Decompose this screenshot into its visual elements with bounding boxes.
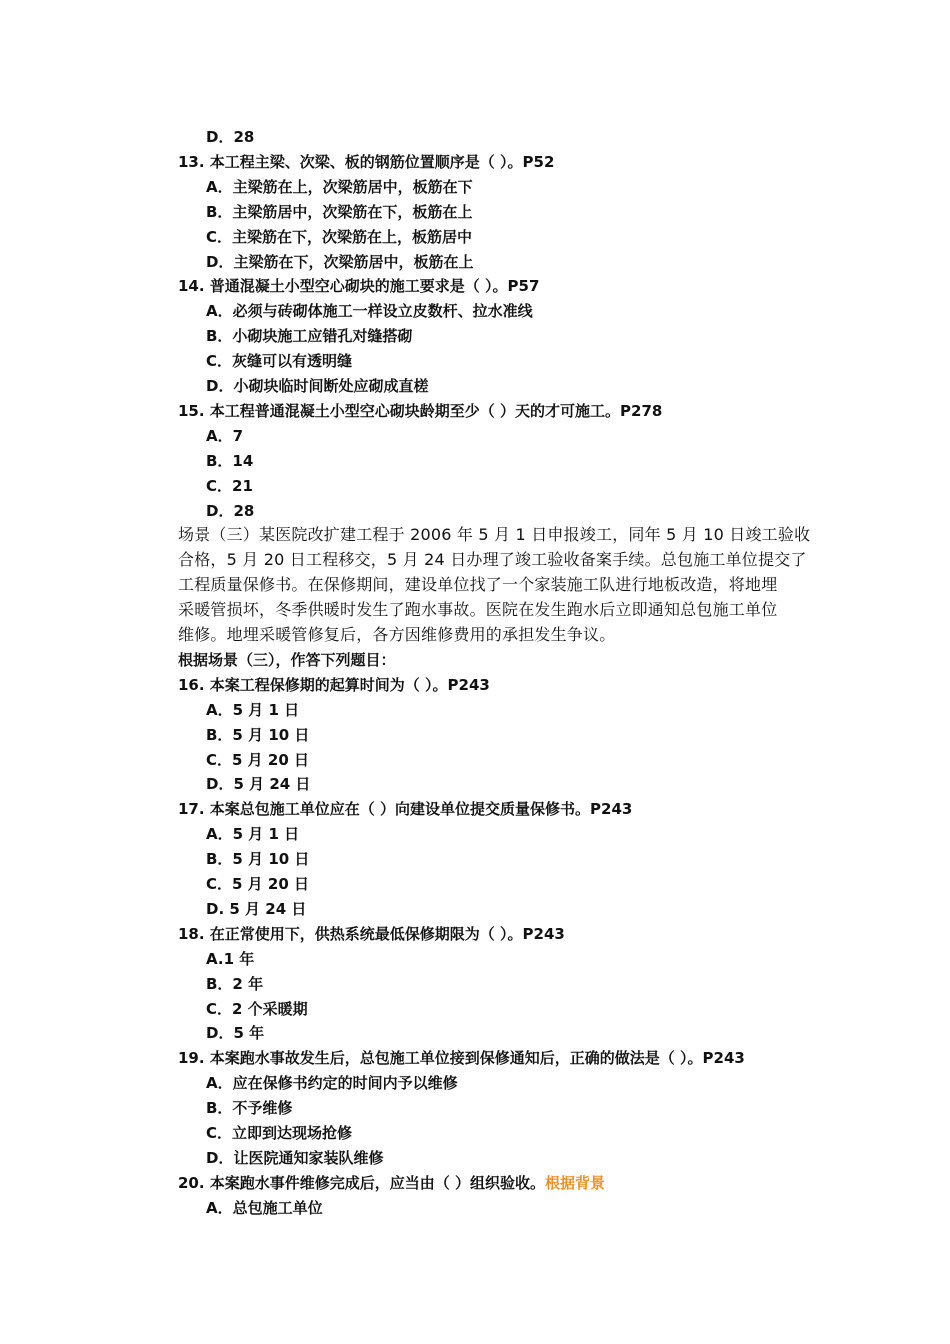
answer-option [206, 1146, 383, 1171]
scenario-text [178, 573, 777, 598]
line-text: A．5 月 1 日 [206, 825, 300, 844]
question-text [178, 150, 554, 175]
line-text: D．小砌块临时间断处应砌成直槎 [206, 377, 429, 395]
line-text: 14. 普通混凝土小型空心砌块的施工要求是（ ）。P57 [178, 277, 540, 296]
line-text: D．5 年 [206, 1024, 265, 1043]
answer-option [206, 822, 299, 847]
answer-option [206, 723, 309, 748]
line-text: 17. 本案总包施工单位应在（ ）向建设单位提交质量保修书。P243 [178, 800, 633, 819]
line-text: C．主梁筋在下，次梁筋在上，板筋居中 [206, 227, 473, 246]
answer-option [206, 847, 309, 872]
question-text [178, 1046, 745, 1071]
line-text: 15. 本工程普通混凝土小型空心砌块龄期至少（ ）天的才可施工。P278 [178, 401, 663, 420]
line-text: C．灰缝可以有透明缝 [206, 352, 353, 371]
answer-option [206, 250, 473, 275]
reference-note: 根据背景 [545, 1173, 606, 1192]
line-text: B．5 月 10 日 [206, 850, 310, 869]
answer-option [206, 449, 253, 474]
question-text [178, 797, 632, 822]
scenario-text [178, 623, 615, 648]
question-text [178, 274, 539, 299]
line-text: C．21 [206, 476, 253, 495]
line-text: 20. 本案跑水事件维修完成后，应当由（ ）组织验收。 [178, 1173, 546, 1192]
question-text [178, 399, 662, 424]
answer-option [206, 698, 299, 723]
line-text: 根据场景（三），作答下列题目： [178, 650, 396, 669]
answer-option [206, 299, 533, 324]
answer-option [206, 1121, 352, 1146]
answer-option [206, 1021, 264, 1046]
line-text: 采暖管损坏，冬季供暖时发生了跑水事故。医院在发生跑水后立即通知总包施工单位 [178, 600, 778, 620]
line-text: B．不予维修 [206, 1099, 293, 1118]
line-text: 场景（三）某医院改扩建工程于 2006 年 5 月 1 日申报竣工，同年 5 月 10 日竣工验收 [178, 525, 811, 545]
scenario-text [178, 548, 807, 573]
scenario-text [178, 523, 810, 548]
answer-option [206, 947, 254, 972]
line-text: C．5 月 20 日 [206, 750, 309, 769]
line-text: A．7 [206, 426, 244, 445]
line-text: B．14 [206, 451, 254, 470]
answer-option [206, 200, 472, 225]
answer-option [206, 324, 412, 349]
line-text: D．让医院通知家装队维修 [206, 1148, 384, 1167]
line-text: B．主梁筋居中，次梁筋在下，板筋在上 [206, 202, 473, 221]
answer-option [206, 1196, 323, 1221]
line-text: D．主梁筋在下，次梁筋居中，板筋在上 [206, 252, 474, 271]
question-text [178, 922, 565, 947]
answer-option [206, 225, 472, 250]
line-text: 维修。地埋采暖管修复后，各方因维修费用的承担发生争议。 [178, 625, 616, 644]
answer-option [206, 499, 254, 524]
line-text: 16. 本案工程保修期的起算时间为（ ）。P243 [178, 675, 490, 694]
line-text: 工程质量保修书。在保修期间，建设单位找了一个家装施工队进行地板改造，将地埋 [178, 575, 778, 595]
answer-option [206, 997, 308, 1022]
line-text: C．5 月 20 日 [206, 875, 309, 893]
line-text: B．5 月 10 日 [206, 725, 310, 744]
line-text: 18. 在正常使用下，供热系统最低保修期限为（ ）。P243 [178, 924, 565, 943]
line-text: C．立即到达现场抢修 [206, 1124, 353, 1142]
line-text: D. 5 月 24 日 [206, 899, 307, 918]
answer-option [206, 897, 306, 922]
line-text: D．28 [206, 501, 255, 520]
question-text [178, 1171, 605, 1196]
line-text: 合格，5 月 20 日工程移交，5 月 24 日办理了竣工验收备案手续。总包施工单位提交了 [178, 550, 807, 570]
line-text: A．必须与砖砌体施工一样设立皮数杆、拉水准线 [206, 302, 533, 321]
line-text: B．小砌块施工应错孔对缝搭砌 [206, 327, 413, 346]
answer-option [206, 1071, 458, 1096]
answer-option [206, 125, 254, 150]
line-text: D．5 月 24 日 [206, 775, 311, 794]
line-text: D．28 [206, 128, 255, 146]
question-text [178, 648, 396, 673]
answer-option [206, 1096, 292, 1121]
answer-option [206, 374, 428, 399]
answer-option [206, 424, 243, 449]
answer-option [206, 175, 473, 200]
line-text: 19. 本案跑水事故发生后，总包施工单位接到保修通知后，正确的做法是（ ）。P243 [178, 1049, 745, 1068]
line-text: 13. 本工程主梁、次梁、板的钢筋位置顺序是（ ）。P52 [178, 152, 555, 171]
scenario-text [178, 598, 777, 623]
answer-option [206, 349, 352, 374]
answer-option [206, 872, 309, 897]
line-text: A．应在保修书约定的时间内予以维修 [206, 1074, 458, 1093]
answer-option [206, 772, 310, 797]
line-text: A．总包施工单位 [206, 1198, 323, 1217]
line-text: A．主梁筋在上，次梁筋居中，板筋在下 [206, 177, 473, 196]
answer-option [206, 972, 263, 997]
line-text: C．2 个采暖期 [206, 999, 308, 1018]
question-text [178, 673, 490, 698]
line-text: A.1 年 [206, 949, 255, 968]
answer-option [206, 474, 253, 499]
answer-option [206, 748, 309, 773]
line-text: B．2 年 [206, 974, 264, 993]
line-text: A．5 月 1 日 [206, 700, 300, 719]
